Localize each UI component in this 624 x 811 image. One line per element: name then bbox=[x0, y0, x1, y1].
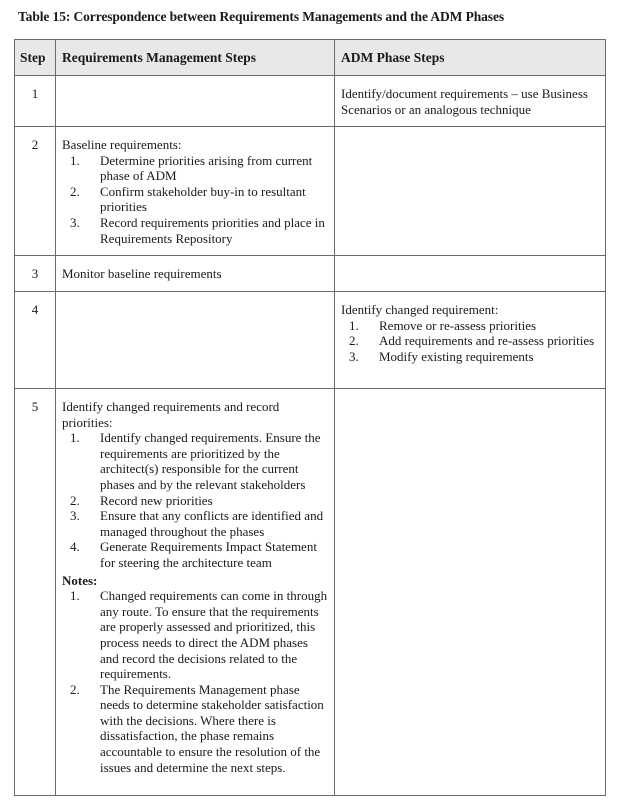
list-item bbox=[341, 349, 599, 365]
list-number: 3. bbox=[70, 508, 80, 524]
correspondence-table bbox=[14, 39, 606, 796]
list-item bbox=[341, 333, 599, 349]
list-number: 4. bbox=[70, 539, 80, 555]
note-item bbox=[62, 588, 328, 682]
note-item bbox=[62, 682, 328, 776]
adm-cell bbox=[335, 127, 606, 256]
table-row bbox=[15, 292, 606, 389]
cell-intro: Baseline requirements: bbox=[62, 137, 182, 152]
step-number: 1 bbox=[15, 76, 56, 127]
cell-text: Identify/document requirements – use Business Scenarios or an analogous technique bbox=[341, 86, 588, 117]
cell-intro: Identify changed requirement: bbox=[341, 302, 499, 317]
list-number: 2. bbox=[70, 492, 80, 508]
numbered-list bbox=[62, 153, 328, 247]
cell-intro: Identify changed requirements and record priorities: bbox=[62, 399, 280, 430]
list-number: 1. bbox=[349, 317, 359, 333]
list-text: Record requirements priorities and place in Requirements Repository bbox=[100, 214, 325, 246]
list-number: 2. bbox=[70, 183, 80, 199]
numbered-list bbox=[341, 318, 599, 365]
requirements-cell bbox=[56, 389, 335, 796]
list-number: 1. bbox=[70, 588, 80, 604]
list-text: The Requirements Management phase needs to determine stakeholder satisfaction with the decisions. Where there is dissatisfaction, the phase remains accountable to ensure the resolution of the issues and determine the next steps. bbox=[100, 681, 324, 775]
step-number: 2 bbox=[15, 127, 56, 256]
adm-cell bbox=[335, 292, 606, 389]
list-item bbox=[62, 508, 328, 539]
list-number: 2. bbox=[70, 681, 80, 697]
list-item bbox=[62, 493, 328, 509]
step-number: 3 bbox=[15, 256, 56, 292]
list-number: 1. bbox=[70, 430, 80, 446]
adm-cell bbox=[335, 256, 606, 292]
adm-cell bbox=[335, 76, 606, 127]
list-item bbox=[62, 430, 328, 492]
list-text: Ensure that any conflicts are identified and managed throughout the phases bbox=[100, 508, 324, 539]
list-text: Determine priorities arising from current phase of ADM bbox=[100, 152, 313, 184]
table-row bbox=[15, 76, 606, 127]
requirements-cell bbox=[56, 292, 335, 389]
table-row bbox=[15, 127, 606, 256]
list-item bbox=[62, 215, 328, 246]
list-text: Add requirements and re-assess priorities bbox=[379, 333, 595, 349]
numbered-list bbox=[62, 430, 328, 570]
list-number: 3. bbox=[349, 348, 359, 364]
list-text: Remove or re-assess priorities bbox=[379, 317, 537, 333]
list-text: Identify changed requirements. Ensure the requirements are prioritized by the architect(s) responsible for the current phases and by the relevant stakeholders bbox=[100, 430, 321, 492]
table-row bbox=[15, 256, 606, 292]
step-number: 4 bbox=[15, 292, 56, 389]
list-item bbox=[62, 153, 328, 184]
list-text: Record new priorities bbox=[100, 492, 213, 508]
list-number: 3. bbox=[70, 214, 80, 230]
adm-cell bbox=[335, 389, 606, 796]
requirements-cell bbox=[56, 127, 335, 256]
list-item bbox=[341, 318, 599, 334]
table-caption: Table 15: Correspondence between Requirements Managements and the ADM Phases bbox=[18, 9, 505, 24]
notes-label: Notes: bbox=[62, 572, 98, 588]
table-row bbox=[15, 389, 606, 796]
cell-text: Monitor baseline requirements bbox=[62, 266, 222, 281]
step-number: 5 bbox=[15, 389, 56, 796]
list-text: Changed requirements can come in through any route. To ensure that the requirements are properly assessed and prioritized, this process needs to direct the ADM phases and record the decisions related to the requirements. bbox=[100, 588, 328, 682]
header-step: Step bbox=[15, 40, 56, 76]
list-text: Generate Requirements Impact Statement for steering the architecture team bbox=[100, 539, 317, 570]
notes-list bbox=[62, 588, 328, 775]
header-adm-steps: ADM Phase Steps bbox=[335, 40, 606, 76]
header-row bbox=[15, 40, 606, 76]
header-requirements-steps: Requirements Management Steps bbox=[56, 40, 335, 76]
list-text: Modify existing requirements bbox=[379, 348, 534, 364]
list-item bbox=[62, 184, 328, 215]
requirements-cell bbox=[56, 256, 335, 292]
list-item bbox=[62, 539, 328, 570]
list-number: 2. bbox=[349, 333, 359, 349]
list-number: 1. bbox=[70, 152, 80, 168]
list-text: Confirm stakeholder buy-in to resultant priorities bbox=[100, 183, 306, 215]
requirements-cell bbox=[56, 76, 335, 127]
